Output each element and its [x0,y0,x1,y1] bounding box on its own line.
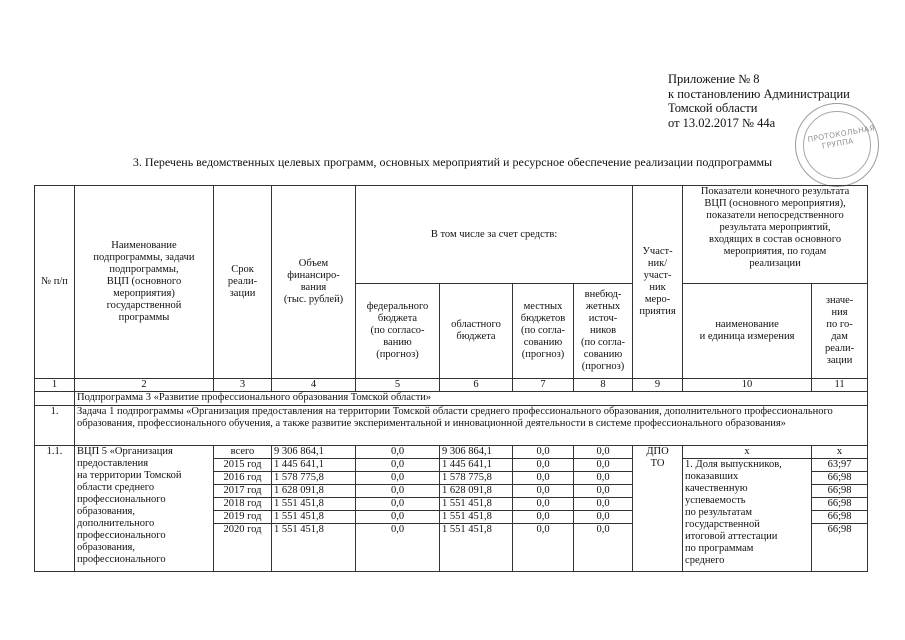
stamp-seal [795,103,879,187]
regional-cell: 1 445 641,1 [440,459,513,472]
indicator-value: 63;97 [812,459,868,472]
participant-cell: ДПО ТО [633,446,683,572]
term-cell: 2017 год [214,485,272,498]
subprogram-title: Подпрограмма 3 «Развитие профессионального образования Томской области» [75,392,868,406]
volume-cell: 1 551 451,8 [272,524,356,572]
appendix-line-4: от 13.02.2017 № 44а [668,115,776,130]
regional-cell: 1 551 451,8 [440,524,513,572]
local-cell: 0,0 [513,524,574,572]
header-indicator-name: наименование и единица измерения [683,284,812,379]
header-sources: В том числе за счет средств: [356,186,633,284]
item-name: ВЦП 5 «Организация предоставления на территории Томской области среднего профессионального образования, дополнительного профессионального образования, профессионального [75,446,214,572]
col-number: 6 [440,379,513,392]
header-local: местных бюджетов (по согла- сованию (прогноз) [513,284,574,379]
local-cell: 0,0 [513,485,574,498]
federal-cell: 0,0 [356,472,440,485]
appendix-line-1: Приложение № 8 [668,72,760,86]
term-cell: всего [214,446,272,459]
appendix-line-3: Томской области [668,101,758,115]
task-number: 1. [35,406,75,446]
federal-cell: 0,0 [356,459,440,472]
item-number: 1.1. [35,446,75,572]
col-number: 5 [356,379,440,392]
indicator-value: 66;98 [812,524,868,572]
offbudget-cell: 0,0 [574,446,633,459]
term-cell: 2020 год [214,524,272,572]
term-cell: 2018 год [214,498,272,511]
volume-cell: 1 578 775,8 [272,472,356,485]
indicator-value: 66;98 [812,472,868,485]
offbudget-cell: 0,0 [574,524,633,572]
indicator-value: 66;98 [812,485,868,498]
local-cell: 0,0 [513,446,574,459]
local-cell: 0,0 [513,511,574,524]
task-text: Задача 1 подпрограммы «Организация предоставления на территории Томской области среднего профессионального образования, дополнительного профессионального образования, профессионального обучения, а также развитие экспериментальной и инновационной деятельности в системе профессионального образования» [75,406,868,446]
volume-cell: 1 551 451,8 [272,498,356,511]
header-participants: Участ- ник/ участ- ник меро- приятия [633,186,683,379]
indicator-x-mark: х [812,446,868,459]
local-cell: 0,0 [513,459,574,472]
indicator-text: 1. Доля выпускников, показавших качественную успеваемость по результатам государственной итоговой аттестации по программам среднего [683,459,812,572]
offbudget-cell: 0,0 [574,511,633,524]
regional-cell: 1 551 451,8 [440,511,513,524]
header-row [35,186,868,284]
term-cell: 2016 год [214,472,272,485]
subprogram-num-cell [35,392,75,406]
regional-cell: 9 306 864,1 [440,446,513,459]
subprogram-row [35,392,868,406]
offbudget-cell: 0,0 [574,472,633,485]
federal-cell: 0,0 [356,485,440,498]
regional-cell: 1 551 451,8 [440,498,513,511]
indicator-value: 66;98 [812,511,868,524]
col-number: 11 [812,379,868,392]
federal-cell: 0,0 [356,524,440,572]
regional-cell: 1 578 775,8 [440,472,513,485]
header-volume: Объем финансиро- вания (тыс. рублей) [272,186,356,379]
header-indicator-value: значе- ния по го- дам реали- зации [812,284,868,379]
volume-cell: 1 551 451,8 [272,511,356,524]
volume-cell: 9 306 864,1 [272,446,356,459]
col-number: 9 [633,379,683,392]
appendix-line-2: к постановлению Администрации [668,86,850,101]
col-number: 1 [35,379,75,392]
header-name: Наименование подпрограммы, задачи подпрограммы, ВЦП (основного мероприятия) государственной программы [75,186,214,379]
header-federal: федерального бюджета (по согласо- ванию (прогноз) [356,284,440,379]
federal-cell: 0,0 [356,446,440,459]
header-regional: областного бюджета [440,284,513,379]
stamp-text: ПРОТОКОЛЬНАЯ ГРУППА [806,123,876,151]
local-cell: 0,0 [513,498,574,511]
federal-cell: 0,0 [356,511,440,524]
regional-cell: 1 628 091,8 [440,485,513,498]
col-number: 10 [683,379,812,392]
header-term: Срок реали- зации [214,186,272,379]
local-cell: 0,0 [513,472,574,485]
section-heading: 3. Перечень ведомственных целевых программ, основных мероприятий и ресурсное обеспечение реализации подпрограммы [132,155,773,169]
col-number: 8 [574,379,633,392]
column-numbers-row [35,379,868,392]
term-cell: 2019 год [214,511,272,524]
term-cell: 2015 год [214,459,272,472]
offbudget-cell: 0,0 [574,498,633,511]
program-table [34,185,868,572]
col-number: 3 [214,379,272,392]
data-row [35,446,868,459]
federal-cell: 0,0 [356,498,440,511]
col-number: 7 [513,379,574,392]
header-offbudget: внебюд- жетных источ- ников (по согла- сованию (прогноз) [574,284,633,379]
indicator-x-mark: х [683,446,812,459]
indicator-value: 66;98 [812,498,868,511]
col-number: 2 [75,379,214,392]
volume-cell: 1 445 641,1 [272,459,356,472]
col-number: 4 [272,379,356,392]
offbudget-cell: 0,0 [574,485,633,498]
header-indicators: Показатели конечного результата ВЦП (основного мероприятия), показатели непосредственного результата мероприятий, входящих в состав основного мероприятия, по годам реализации [683,186,868,284]
task-row [35,406,868,446]
volume-cell: 1 628 091,8 [272,485,356,498]
header-num: № п/п [35,186,75,379]
offbudget-cell: 0,0 [574,459,633,472]
